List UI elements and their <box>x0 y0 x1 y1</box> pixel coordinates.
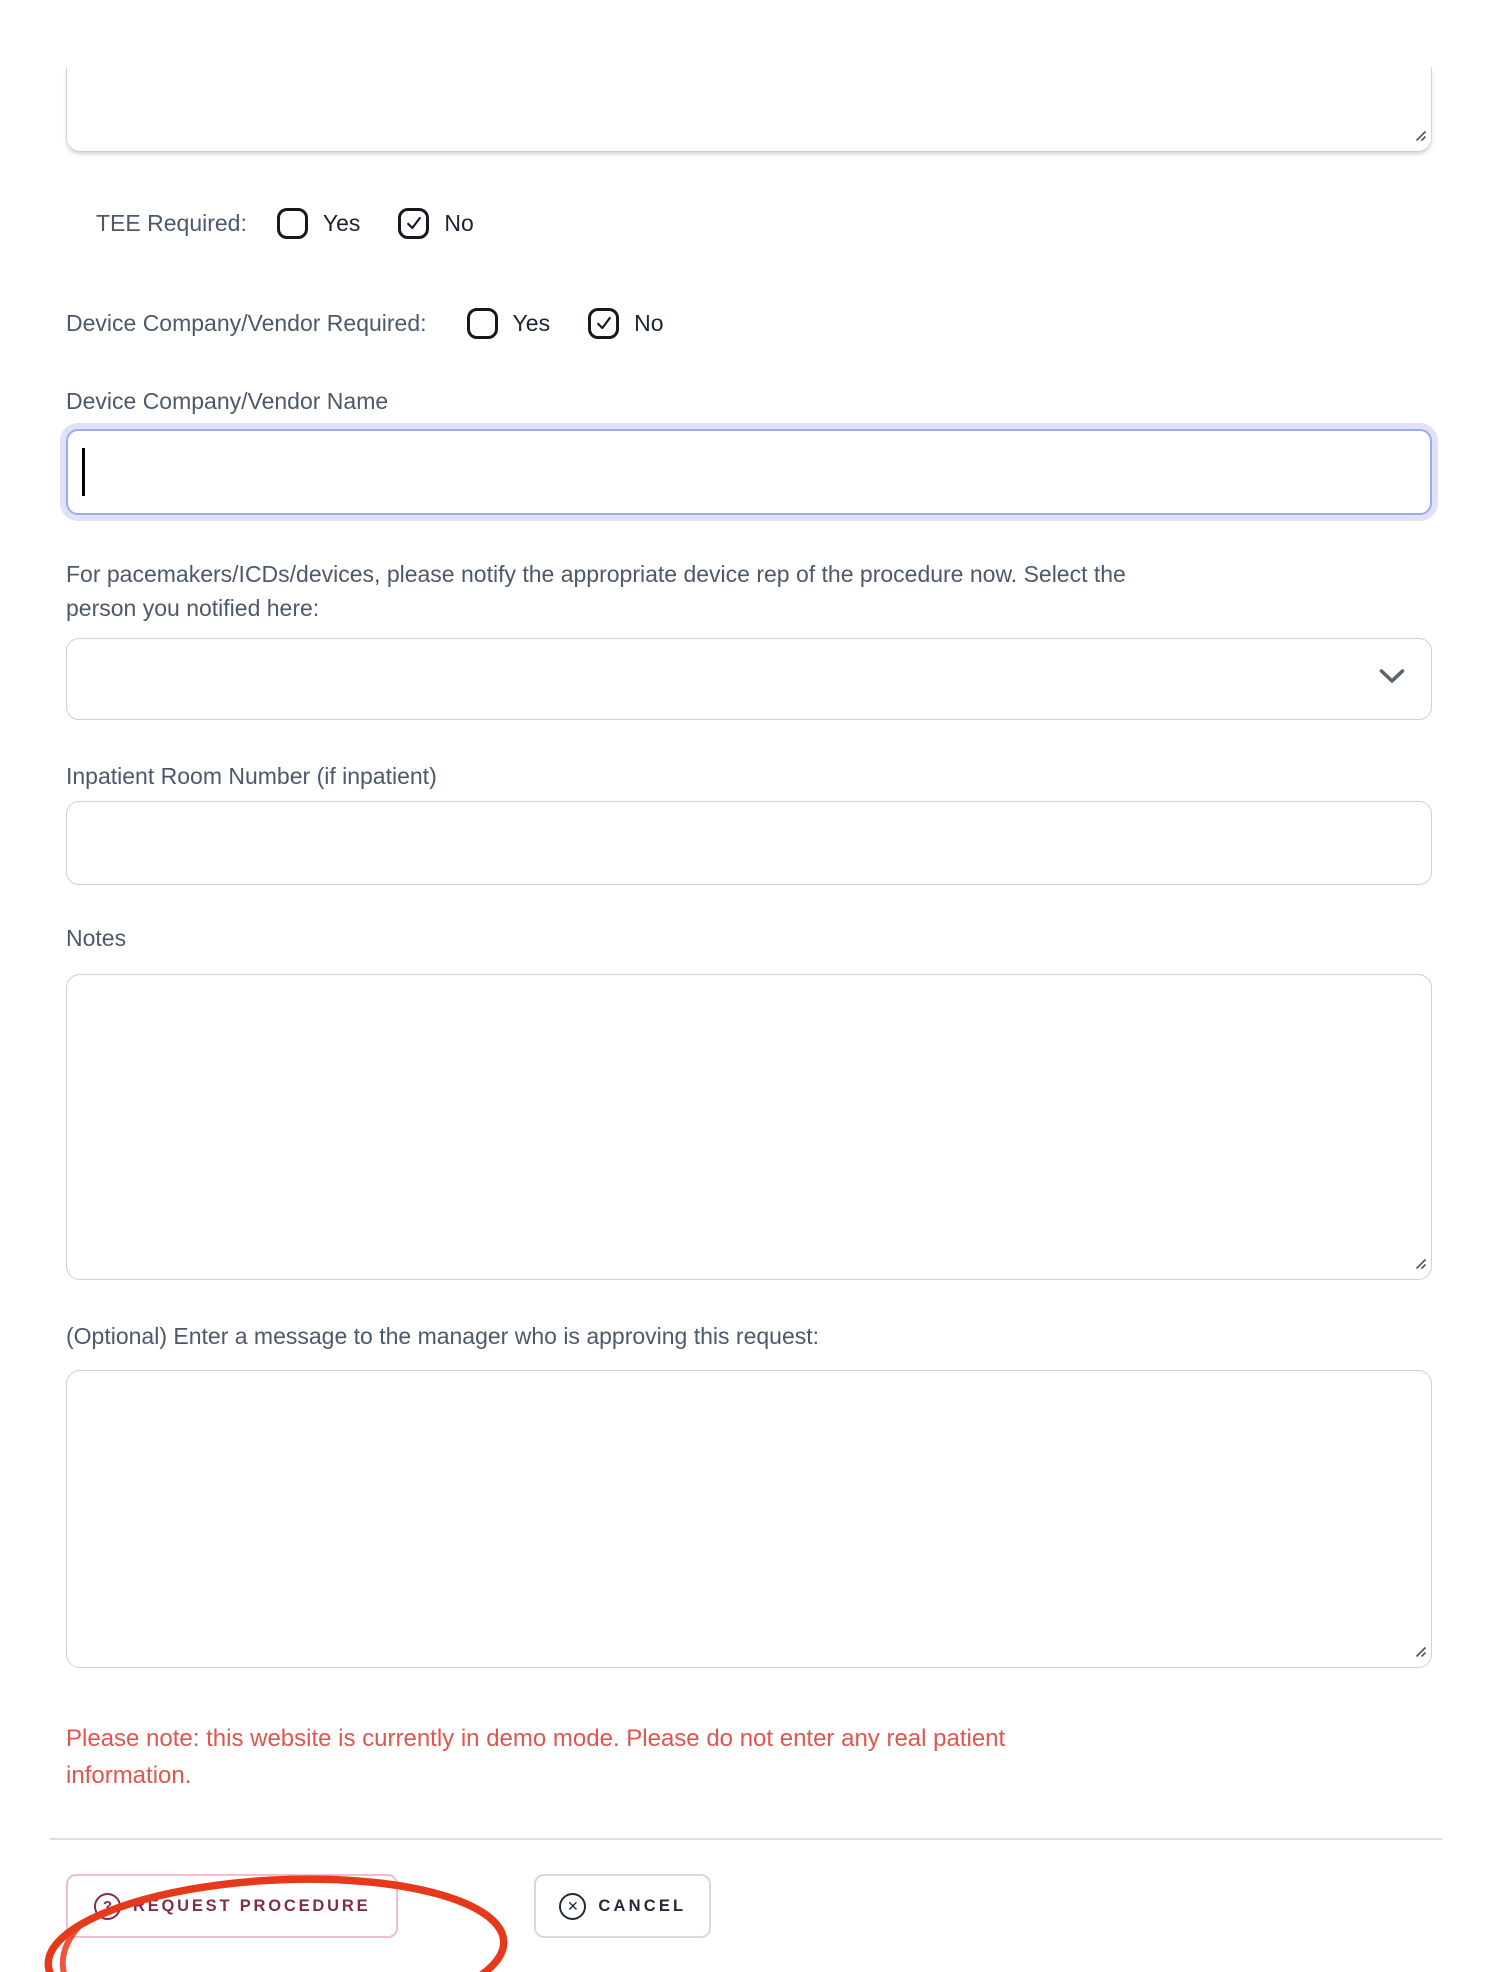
tee-yes-label: Yes <box>322 209 361 236</box>
procedure-request-form <box>0 67 1498 1938</box>
resize-grip-icon[interactable] <box>1410 125 1427 147</box>
vendor-no-checkbox[interactable] <box>588 308 619 339</box>
x-circle-icon: ✕ <box>559 1893 586 1920</box>
notes-textarea[interactable] <box>66 974 1432 1280</box>
vendor-name-label: Device Company/Vendor Name <box>66 388 389 414</box>
text-cursor <box>82 448 85 496</box>
vendor-yes-checkbox[interactable] <box>467 308 498 339</box>
tee-no-option[interactable] <box>398 208 473 239</box>
manager-message-textarea[interactable] <box>66 1370 1432 1668</box>
check-icon <box>404 213 424 233</box>
vendor-required-label: Device Company/Vendor Required: <box>66 309 427 336</box>
tee-required-row <box>66 206 1432 240</box>
tee-yes-option[interactable] <box>277 208 361 239</box>
request-procedure-button[interactable] <box>66 1874 398 1938</box>
tee-no-checkbox[interactable] <box>398 208 429 239</box>
tee-no-label: No <box>444 209 474 236</box>
vendor-yes-option[interactable] <box>467 308 551 339</box>
request-procedure-label: REQUEST PROCEDURE <box>133 1896 371 1915</box>
notes-label: Notes <box>66 925 127 951</box>
vendor-no-label: No <box>634 309 664 336</box>
vendor-yes-label: Yes <box>512 309 551 336</box>
form-actions <box>66 1874 1432 1938</box>
cancel-button[interactable] <box>534 1874 711 1938</box>
demo-mode-notice: Please note: this website is currently in demo mode. Please do not enter any real patient information. <box>66 1725 1006 1789</box>
tee-required-label-text: TEE Required: <box>96 209 247 236</box>
tee-yes-checkbox[interactable] <box>277 208 308 239</box>
manager-message-label: (Optional) Enter a message to the manager who is approving this request: <box>66 1323 820 1349</box>
vendor-required-row <box>66 306 1432 340</box>
vendor-no-option[interactable] <box>588 308 663 339</box>
vendor-name-input[interactable] <box>66 429 1432 515</box>
top-textarea[interactable] <box>66 67 1432 152</box>
chevron-down-icon <box>1379 669 1405 690</box>
inpatient-room-label: Inpatient Room Number (if inpatient) <box>66 763 437 789</box>
question-circle-icon: ? <box>94 1893 121 1920</box>
divider <box>50 1838 1442 1840</box>
device-rep-select[interactable] <box>66 638 1432 720</box>
device-rep-instructions: For pacemakers/ICDs/devices, please notify the appropriate device rep of the procedure now. Select the person you notified here: <box>66 561 1126 621</box>
inpatient-room-input[interactable] <box>66 801 1432 885</box>
check-icon <box>594 313 614 333</box>
resize-grip-icon[interactable] <box>1410 1641 1427 1663</box>
resize-grip-icon[interactable] <box>1410 1253 1427 1275</box>
cancel-label: CANCEL <box>598 1896 687 1915</box>
